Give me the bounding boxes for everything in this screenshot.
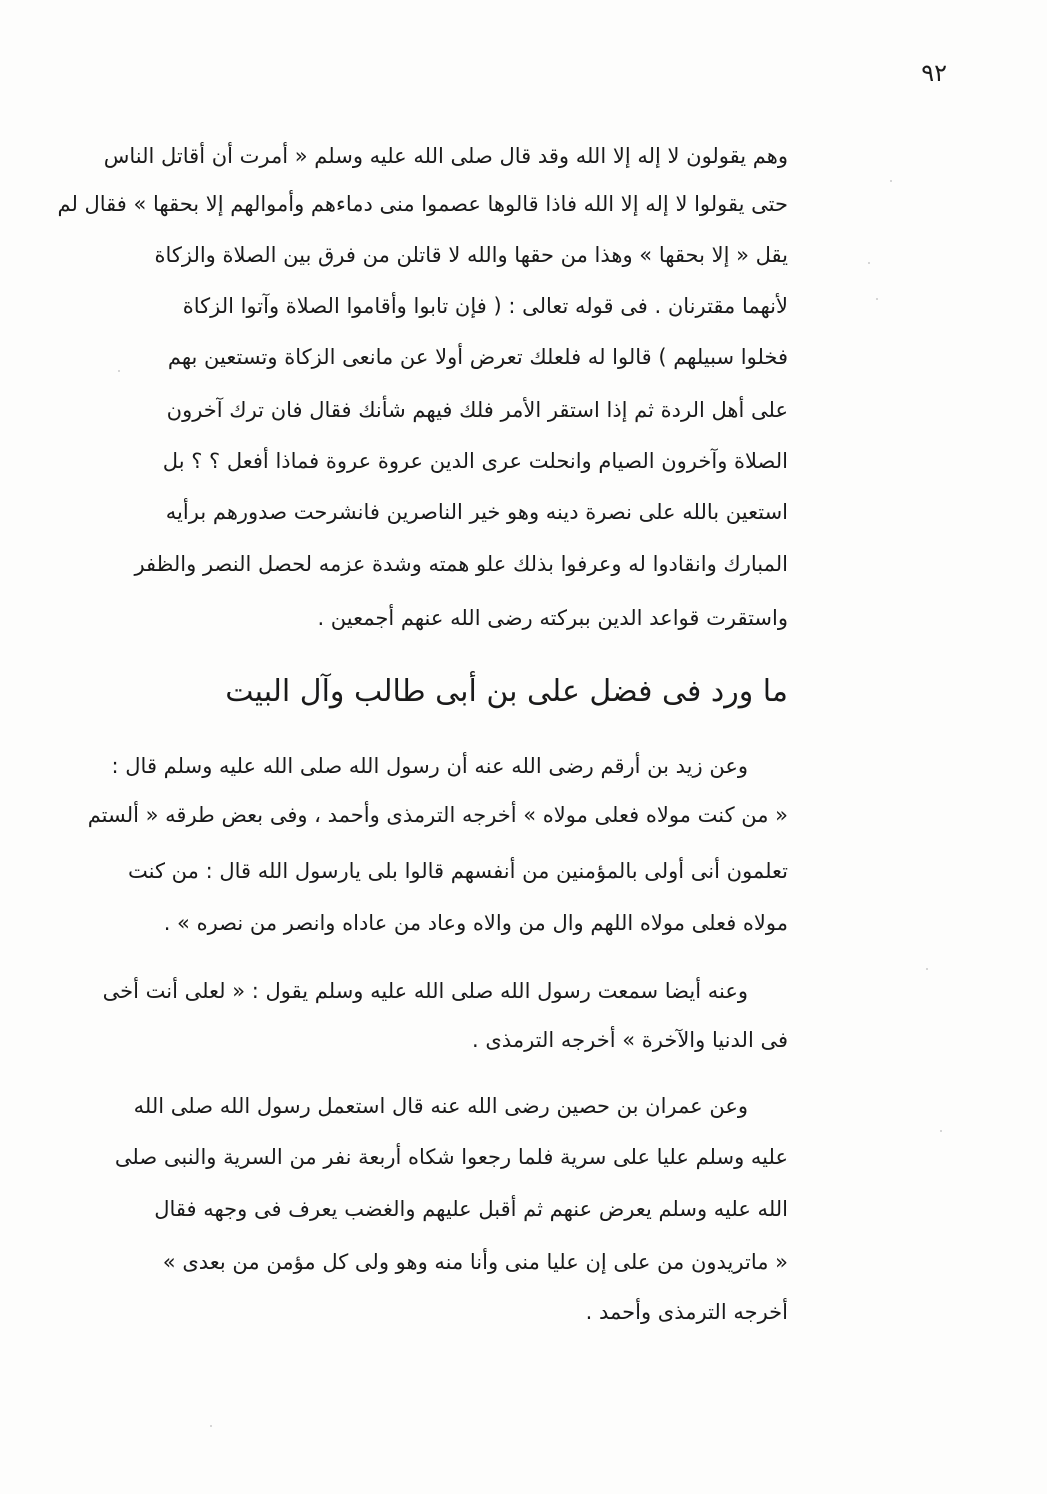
paragraph-1-line-7: الصلاة وآخرون الصيام وانحلت عرى الدين عروة عروة فماذا أفعل ؟ ؟ بل [162,449,788,473]
paragraph-1-line-5: فخلوا سبيلهم ) قالوا له فلعلك تعرض أولا عن مانعى الزكاة وتستعين بهم [167,345,788,369]
scan-speck [940,1130,942,1132]
paragraph-4-line-3: الله عليه وسلم يعرض عنهم ثم أقبل عليهم والغضب يعرف فى وجهه فقال [154,1197,788,1221]
scan-speck [890,180,892,182]
paragraph-1-line-3: يقل « إلا بحقها » وهذا من حقها والله لا قاتلن من فرق بين الصلاة والزكاة [154,243,788,267]
paragraph-2-line-4: مولاه فعلى مولاه اللهم وال من والاه وعاد من عاداه وانصر من نصره » . [163,911,788,935]
paragraph-1-line-2: حتى يقولوا لا إله إلا الله فاذا قالوها عصموا منى دماءهم وأموالهم إلا بحقها » فقال لم [57,192,788,216]
paragraph-1-line-6: على أهل الردة ثم إذا استقر الأمر فلك فيهم شأنك فقال فان ترك آخرون [166,398,788,422]
section-heading: ما ورد فى فضل على بن أبى طالب وآل البيت [225,674,788,709]
paragraph-1-line-1: وهم يقولون لا إله إلا الله وقد قال صلى الله عليه وسلم « أمرت أن أقاتل الناس [103,144,788,168]
paragraph-1-line-9: المبارك وانقادوا له وعرفوا بذلك علو همته وشدة عزمه لحصل النصر والظفر [134,552,788,576]
paragraph-2-line-2: « من كنت مولاه فعلى مولاه » أخرجه الترمذى وأحمد ، وفى بعض طرقه « ألستم [87,803,788,827]
paragraph-4-line-1: وعن عمران بن حصين رضى الله عنه قال استعمل رسول الله صلى الله [133,1094,748,1118]
scan-speck [868,262,870,264]
paragraph-4-line-4: « ماتريدون من على إن عليا منى وأنا منه وهو ولى كل مؤمن من بعدى » [162,1250,788,1274]
paragraph-3-line-2: فى الدنيا والآخرة » أخرجه الترمذى . [472,1028,788,1052]
scan-speck [926,968,928,970]
scan-speck [118,370,120,372]
paragraph-4-line-2: عليه وسلم عليا على سرية فلما رجعوا شكاه أربعة نفر من السرية والنبى صلى [114,1145,788,1169]
paragraph-2-line-3: تعلمون أنى أولى بالمؤمنين من أنفسهم قالوا بلى يارسول الله قال : من كنت [128,859,788,883]
paragraph-1-line-10: واستقرت قواعد الدين ببركته رضى الله عنهم أجمعين . [317,606,788,630]
paragraph-2-line-1: وعن زيد بن أرقم رضى الله عنه أن رسول الله صلى الله عليه وسلم قال : [111,754,748,778]
paragraph-1-line-4: لأنهما مقترنان . فى قوله تعالى : ( فإن تابوا وأقاموا الصلاة وآتوا الزكاة [182,294,788,318]
paragraph-4-line-5: أخرجه الترمذى وأحمد . [585,1300,788,1324]
paragraph-1-line-8: استعين بالله على نصرة دينه وهو خير الناصرين فانشرحت صدورهم برأيه [165,500,788,524]
scan-speck [210,1425,212,1427]
page-number: ٩٢ [921,59,947,87]
paragraph-3-line-1: وعنه أيضا سمعت رسول الله صلى الله عليه وسلم يقول : « لعلى أنت أخى [102,979,748,1003]
scan-speck [876,298,878,300]
